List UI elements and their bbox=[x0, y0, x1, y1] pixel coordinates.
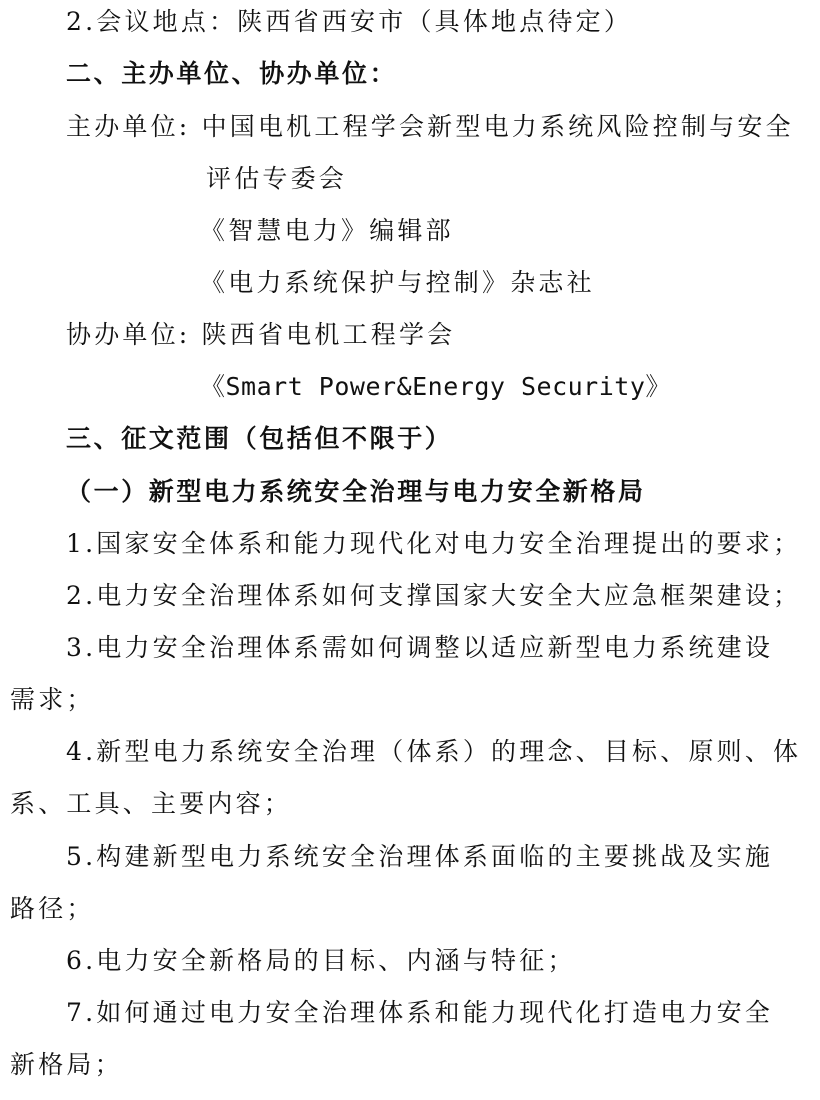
host-organizer-continuation: 评估专委会 bbox=[206, 164, 348, 193]
list-item-4: 4.新型电力系统安全治理（体系）的理念、目标、原则、体 bbox=[66, 737, 802, 766]
list-item-7: 7.如何通过电力安全治理体系和能力现代化打造电力安全 bbox=[66, 998, 774, 1027]
list-item-3-continuation: 需求； bbox=[10, 685, 95, 714]
subsection-heading-1: （一）新型电力系统安全治理与电力安全新格局 bbox=[66, 477, 646, 506]
section-heading-scope: 三、征文范围（包括但不限于） bbox=[66, 424, 453, 453]
list-item-7-continuation: 新格局； bbox=[10, 1050, 123, 1079]
co-organizer-journal-line: 《Smart Power&Energy Security》 bbox=[200, 372, 671, 401]
list-item-6: 6.电力安全新格局的目标、内涵与特征； bbox=[66, 946, 576, 975]
host-organizer-smart-power: 《智慧电力》编辑部 bbox=[200, 216, 454, 245]
host-organizer-line: 主办单位: 中国电机工程学会新型电力系统风险控制与安全 bbox=[66, 112, 794, 141]
list-item-5: 5.构建新型电力系统安全治理体系面临的主要挑战及实施 bbox=[66, 842, 774, 871]
list-item-3: 3.电力安全治理体系需如何调整以适应新型电力系统建设 bbox=[66, 633, 774, 662]
meeting-location-line: 2.会议地点：陕西省西安市（具体地点待定） bbox=[66, 7, 633, 36]
list-item-5-continuation: 路径； bbox=[10, 894, 95, 923]
section-heading-organizers: 二、主办单位、协办单位： bbox=[66, 59, 398, 88]
host-organizer-journal: 《电力系统保护与控制》杂志社 bbox=[200, 268, 595, 297]
list-item-2: 2.电力安全治理体系如何支撑国家大安全大应急框架建设； bbox=[66, 581, 802, 610]
list-item-1: 1.国家安全体系和能力现代化对电力安全治理提出的要求； bbox=[66, 529, 802, 558]
list-item-4-continuation: 系、工具、主要内容； bbox=[10, 789, 293, 818]
co-organizer-line: 协办单位: 陕西省电机工程学会 bbox=[66, 320, 456, 349]
